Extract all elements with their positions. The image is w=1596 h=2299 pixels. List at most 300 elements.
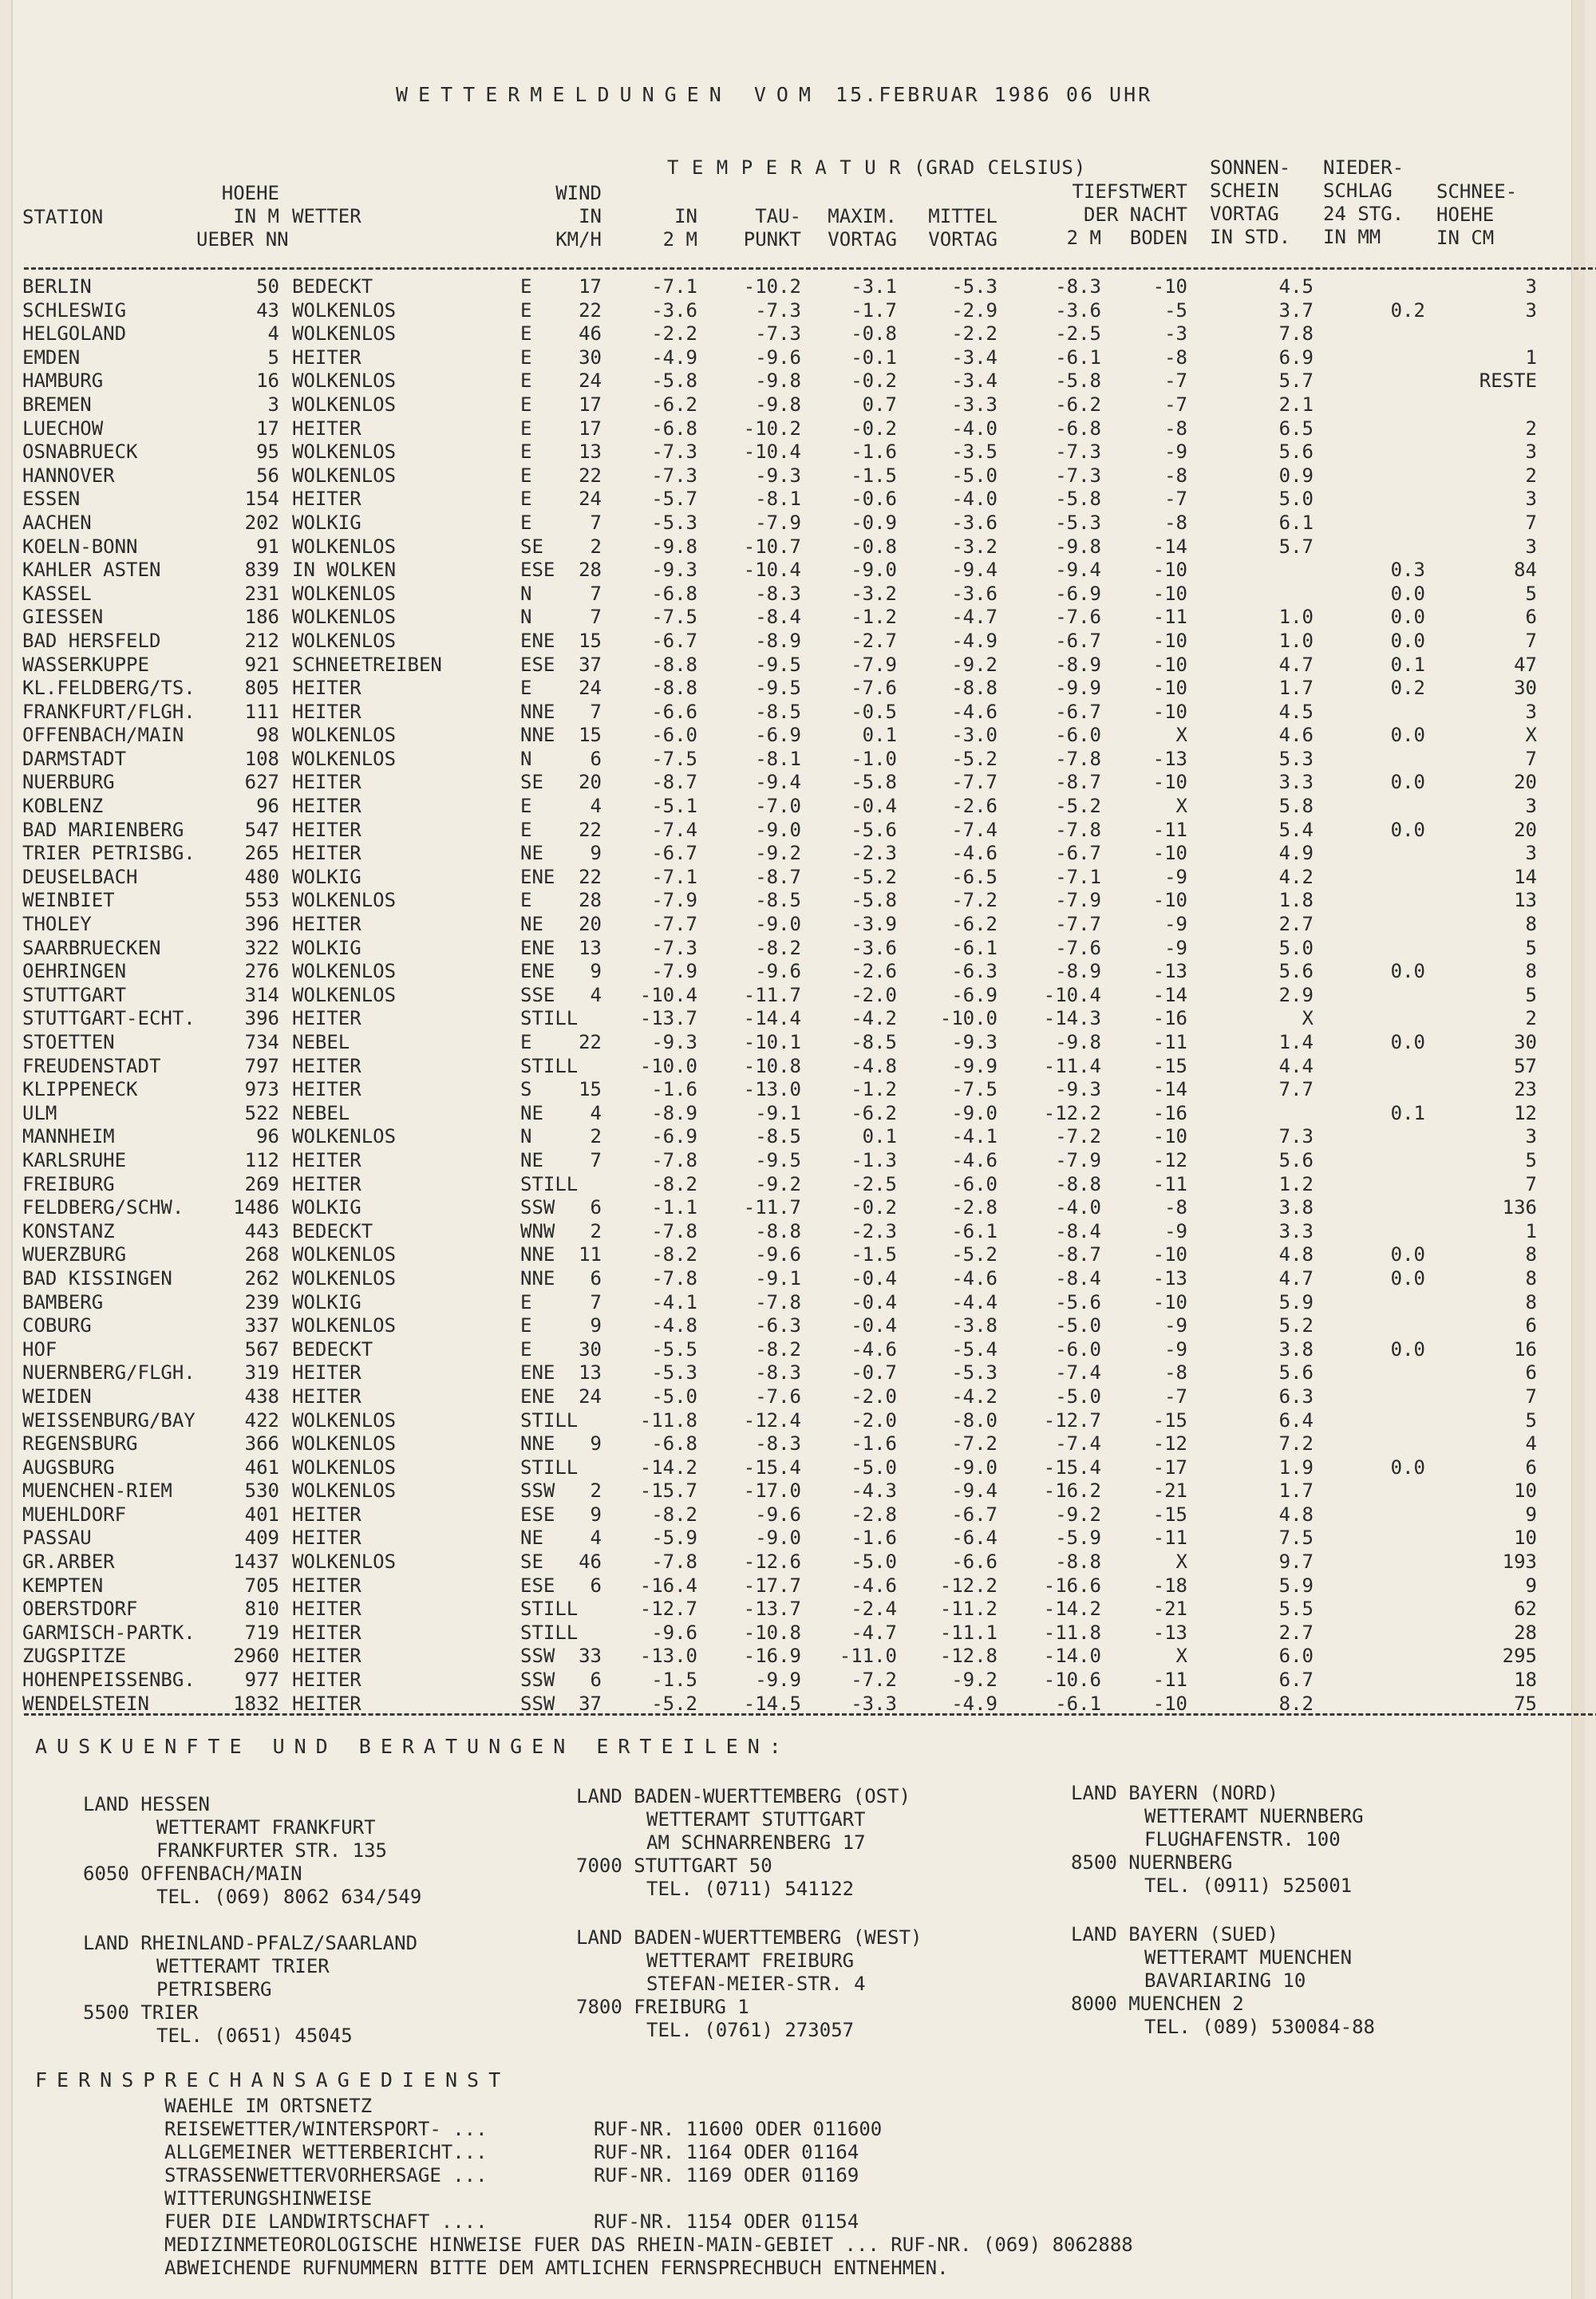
station-name: WENDELSTEIN bbox=[22, 1692, 149, 1715]
bayern-sued-plz: 8000 bbox=[1071, 1993, 1117, 2015]
hoehe: 480 bbox=[244, 865, 279, 888]
taupunkt: -13.7 bbox=[743, 1598, 801, 1621]
schneehoehe: RESTE bbox=[1479, 369, 1537, 393]
tiefst-boden: -9 bbox=[1164, 1337, 1187, 1361]
schneehoehe: 6 bbox=[1525, 606, 1537, 629]
hoehe: 5 bbox=[267, 346, 279, 369]
max-vortag: -1.6 bbox=[851, 1432, 897, 1456]
mittel-vortag: -6.3 bbox=[951, 960, 998, 983]
mittel-vortag: -9.3 bbox=[951, 1031, 998, 1053]
tiefst-boden: -11 bbox=[1152, 818, 1187, 841]
station-name: FRANKFURT/FLGH. bbox=[22, 700, 196, 723]
sonnenschein: 5.8 bbox=[1278, 795, 1314, 818]
wind-speed: 7 bbox=[590, 606, 602, 629]
header-wind bbox=[508, 182, 602, 251]
wind-speed: 46 bbox=[579, 322, 602, 346]
taupunkt: -8.3 bbox=[755, 1361, 801, 1385]
wind-direction: E bbox=[520, 1314, 532, 1337]
tiefst-2m: -6.8 bbox=[1055, 417, 1101, 440]
taupunkt: -10.4 bbox=[743, 440, 801, 464]
header-mittel-1: MITTEL bbox=[928, 205, 998, 227]
medizin-text: MEDIZINMETEOROLOGISCHE HINWEISE FUER DAS RHEIN-MAIN-GEBIET ... RUF-NR. (069) 8062888 bbox=[164, 2234, 1133, 2256]
station-name: OEHRINGEN bbox=[22, 960, 127, 983]
wind-direction: SSW bbox=[520, 1645, 555, 1668]
station-name: DARMSTADT bbox=[22, 747, 127, 770]
station-name: ESSEN bbox=[22, 488, 81, 511]
sonnenschein: 7.3 bbox=[1278, 1125, 1314, 1148]
table-row bbox=[13, 1055, 1596, 1079]
tiefst-boden: -10 bbox=[1152, 700, 1187, 723]
bw-west-street: STEFAN-MEIER-STR. 4 bbox=[646, 1973, 866, 1995]
hessen-street: FRANKFURTER STR. 135 bbox=[156, 1839, 387, 1862]
taupunkt: -9.8 bbox=[755, 369, 801, 393]
wetter: WOLKENLOS bbox=[292, 298, 397, 322]
wind-direction: NNE bbox=[520, 1432, 555, 1456]
wind-direction: N bbox=[520, 582, 532, 605]
temp-2m: -7.3 bbox=[651, 440, 697, 464]
tiefst-boden: -10 bbox=[1152, 1692, 1187, 1715]
wind-speed: 24 bbox=[579, 1385, 602, 1408]
schneehoehe: 1 bbox=[1525, 1219, 1537, 1242]
sonnenschein: 4.4 bbox=[1278, 1054, 1314, 1077]
schneehoehe: 3 bbox=[1525, 795, 1537, 818]
hoehe: 43 bbox=[256, 298, 279, 322]
mittel-vortag: -11.2 bbox=[939, 1598, 998, 1621]
sonnenschein: 5.0 bbox=[1278, 936, 1314, 959]
station-name: BREMEN bbox=[22, 393, 92, 416]
wind-direction: ESE bbox=[520, 1574, 555, 1597]
max-vortag: -1.6 bbox=[851, 440, 897, 464]
wind-speed: 6 bbox=[590, 1669, 602, 1692]
wind-direction: E bbox=[520, 346, 532, 369]
tiefst-2m: -6.1 bbox=[1055, 346, 1101, 369]
tiefst-boden: X bbox=[1175, 724, 1187, 747]
wind-direction: E bbox=[520, 677, 532, 700]
tiefst-2m: -11.8 bbox=[1043, 1621, 1101, 1644]
taupunkt: -9.2 bbox=[755, 842, 801, 865]
max-vortag: -3.9 bbox=[851, 913, 897, 936]
table-row bbox=[13, 701, 1596, 725]
tiefst-2m: -8.9 bbox=[1055, 653, 1101, 676]
schneehoehe: 5 bbox=[1525, 582, 1537, 605]
sonnenschein: 3.7 bbox=[1278, 298, 1314, 322]
tiefst-boden: -9 bbox=[1164, 913, 1187, 936]
wetter: HEITER bbox=[292, 818, 361, 841]
tiefst-boden: -18 bbox=[1152, 1574, 1187, 1597]
tiefst-2m: -9.8 bbox=[1055, 535, 1101, 558]
wind-speed: 11 bbox=[579, 1243, 602, 1266]
niederschlag: 0.0 bbox=[1390, 771, 1425, 794]
sonnenschein: 6.1 bbox=[1278, 511, 1314, 534]
max-vortag: -0.4 bbox=[851, 1266, 897, 1290]
max-vortag: -3.3 bbox=[851, 1692, 897, 1715]
wind-direction: E bbox=[520, 795, 532, 818]
tiefst-2m: -11.4 bbox=[1043, 1054, 1101, 1077]
hoehe: 627 bbox=[244, 771, 279, 794]
sonnenschein: 1.2 bbox=[1278, 1172, 1314, 1195]
sonnenschein: 6.9 bbox=[1278, 346, 1314, 369]
tiefst-2m: -15.4 bbox=[1043, 1456, 1101, 1479]
niederschlag: 0.2 bbox=[1390, 677, 1425, 700]
wetter: WOLKENLOS bbox=[292, 983, 397, 1006]
tiefst-2m: -9.3 bbox=[1055, 1078, 1101, 1101]
wind-direction: WNW bbox=[520, 1219, 555, 1242]
taupunkt: -9.1 bbox=[755, 1266, 801, 1290]
line-number: RUF-NR. 1169 ODER 01169 bbox=[594, 2164, 859, 2186]
wind-speed: 22 bbox=[579, 464, 602, 487]
tiefst-2m: -7.3 bbox=[1055, 440, 1101, 464]
bw-west-plz: 7800 bbox=[576, 1996, 622, 2018]
mittel-vortag: -3.6 bbox=[951, 582, 998, 605]
wetter: HEITER bbox=[292, 795, 361, 818]
taupunkt: -9.6 bbox=[755, 346, 801, 369]
table-row bbox=[13, 346, 1596, 370]
mittel-vortag: -4.6 bbox=[951, 1148, 998, 1171]
schneehoehe: 3 bbox=[1525, 488, 1537, 511]
wind-speed: 24 bbox=[579, 369, 602, 393]
fernsprech-intro-text: WAEHLE IM ORTSNETZ bbox=[164, 2095, 373, 2117]
niederschlag: 0.0 bbox=[1390, 1031, 1425, 1053]
hoehe: 269 bbox=[244, 1172, 279, 1195]
schneehoehe: 136 bbox=[1502, 1196, 1537, 1219]
wind-speed: 7 bbox=[590, 700, 602, 723]
wind-direction: NE bbox=[520, 1148, 543, 1171]
header-nieder-3: 24 STG. bbox=[1323, 203, 1404, 225]
sonnenschein: 0.9 bbox=[1278, 464, 1314, 487]
wind-direction: NE bbox=[520, 842, 543, 865]
temp-2m: -8.8 bbox=[651, 653, 697, 676]
hoehe: 268 bbox=[244, 1243, 279, 1266]
sonnenschein: 1.7 bbox=[1278, 1479, 1314, 1503]
temp-2m: -12.7 bbox=[639, 1598, 697, 1621]
station-name: HAMBURG bbox=[22, 369, 104, 393]
header-hoehe-3: UEBER NN bbox=[196, 228, 289, 251]
wind-direction: ENE bbox=[520, 960, 555, 983]
wind-speed: 9 bbox=[590, 1503, 602, 1526]
tiefst-boden: -9 bbox=[1164, 865, 1187, 888]
table-row bbox=[13, 984, 1596, 1008]
station-name: HOF bbox=[22, 1337, 57, 1361]
max-vortag: -7.9 bbox=[851, 653, 897, 676]
max-vortag: -0.5 bbox=[851, 700, 897, 723]
max-vortag: -0.4 bbox=[851, 1290, 897, 1313]
wind-speed: 28 bbox=[579, 559, 602, 582]
hoehe: 262 bbox=[244, 1266, 279, 1290]
schneehoehe: 5 bbox=[1525, 1148, 1537, 1171]
schneehoehe: 75 bbox=[1514, 1692, 1537, 1715]
wind-direction: SSW bbox=[520, 1669, 555, 1692]
header-sonnen-2: SCHEIN bbox=[1210, 180, 1279, 202]
wind-speed: 2 bbox=[590, 1125, 602, 1148]
table-row bbox=[13, 1432, 1596, 1456]
mittel-vortag: -5.3 bbox=[951, 1361, 998, 1385]
max-vortag: -2.4 bbox=[851, 1598, 897, 1621]
wetter: WOLKENLOS bbox=[292, 440, 397, 464]
mittel-vortag: -5.3 bbox=[951, 275, 998, 298]
table-row bbox=[13, 275, 1596, 299]
max-vortag: -4.2 bbox=[851, 1007, 897, 1030]
wetter: HEITER bbox=[292, 1669, 361, 1692]
wind-speed: 2 bbox=[590, 1219, 602, 1242]
wind-direction: NE bbox=[520, 1101, 543, 1124]
taupunkt: -8.4 bbox=[755, 606, 801, 629]
header-nieder-2: SCHLAG bbox=[1323, 180, 1393, 202]
temp-2m: -7.1 bbox=[651, 865, 697, 888]
wetter: HEITER bbox=[292, 417, 361, 440]
tiefst-2m: -7.1 bbox=[1055, 865, 1101, 888]
sonnenschein: 5.6 bbox=[1278, 1148, 1314, 1171]
max-vortag: -2.3 bbox=[851, 1219, 897, 1242]
tiefst-boden: -21 bbox=[1152, 1598, 1187, 1621]
sonnenschein: 5.7 bbox=[1278, 369, 1314, 393]
temp-2m: -5.3 bbox=[651, 511, 697, 534]
taupunkt: -8.7 bbox=[755, 865, 801, 888]
header-hoehe bbox=[196, 182, 289, 251]
sonnenschein: 6.4 bbox=[1278, 1408, 1314, 1432]
wetter: HEITER bbox=[292, 1692, 361, 1715]
hoehe: 1832 bbox=[233, 1692, 279, 1715]
sonnenschein: 1.4 bbox=[1278, 1031, 1314, 1053]
station-name: FELDBERG/SCHW. bbox=[22, 1196, 184, 1219]
tiefst-boden: -10 bbox=[1152, 275, 1187, 298]
tiefst-boden: -9 bbox=[1164, 1314, 1187, 1337]
sonnenschein: 3.8 bbox=[1278, 1196, 1314, 1219]
taupunkt: -11.7 bbox=[743, 1196, 801, 1219]
hoehe: 91 bbox=[256, 535, 279, 558]
schneehoehe: 12 bbox=[1514, 1101, 1537, 1124]
tiefst-2m: -7.3 bbox=[1055, 464, 1101, 487]
sonnenschein: 5.0 bbox=[1278, 488, 1314, 511]
max-vortag: -0.8 bbox=[851, 322, 897, 346]
niederschlag: 0.1 bbox=[1390, 1101, 1425, 1124]
mittel-vortag: -10.0 bbox=[939, 1007, 998, 1030]
hoehe: 314 bbox=[244, 983, 279, 1006]
mittel-vortag: -9.0 bbox=[951, 1456, 998, 1479]
sonnenschein: X bbox=[1302, 1007, 1314, 1030]
wind-speed: 7 bbox=[590, 511, 602, 534]
mittel-vortag: -4.0 bbox=[951, 417, 998, 440]
table-row bbox=[13, 1267, 1596, 1291]
wetter: WOLKENLOS bbox=[292, 582, 397, 605]
max-vortag: -6.2 bbox=[851, 1101, 897, 1124]
niederschlag: 0.0 bbox=[1390, 1266, 1425, 1290]
temp-2m: -5.3 bbox=[651, 1361, 697, 1385]
wind-direction: E bbox=[520, 298, 532, 322]
mittel-vortag: -8.0 bbox=[951, 1408, 998, 1432]
wetter: WOLKENLOS bbox=[292, 1432, 397, 1456]
wetter: NEBEL bbox=[292, 1031, 350, 1053]
wind-direction: SSE bbox=[520, 983, 555, 1006]
sonnenschein: 5.6 bbox=[1278, 960, 1314, 983]
station-name: KONSTANZ bbox=[22, 1219, 115, 1242]
tiefst-2m: -7.8 bbox=[1055, 818, 1101, 841]
max-vortag: -5.0 bbox=[851, 1456, 897, 1479]
hoehe: 319 bbox=[244, 1361, 279, 1385]
wetter: WOLKENLOS bbox=[292, 464, 397, 487]
mittel-vortag: -6.0 bbox=[951, 1172, 998, 1195]
wetter: WOLKIG bbox=[292, 865, 361, 888]
sonnenschein: 6.7 bbox=[1278, 1669, 1314, 1692]
table-row bbox=[13, 369, 1596, 393]
tiefst-boden: -10 bbox=[1152, 559, 1187, 582]
line-number: RUF-NR. 11600 ODER 011600 bbox=[594, 2118, 883, 2140]
tiefst-2m: -8.7 bbox=[1055, 771, 1101, 794]
tiefst-2m: -12.7 bbox=[1043, 1408, 1101, 1432]
tiefst-boden: -13 bbox=[1152, 960, 1187, 983]
wind-speed: 17 bbox=[579, 417, 602, 440]
wind-direction: ENE bbox=[520, 629, 555, 652]
mittel-vortag: -6.1 bbox=[951, 1219, 998, 1242]
tiefst-2m: -6.7 bbox=[1055, 700, 1101, 723]
max-vortag: -1.7 bbox=[851, 298, 897, 322]
fernsprech-title: FERNSPRECHANSAGEDIENST bbox=[35, 2068, 511, 2092]
mittel-vortag: -9.9 bbox=[951, 1054, 998, 1077]
hoehe: 112 bbox=[244, 1148, 279, 1171]
taupunkt: -9.3 bbox=[755, 464, 801, 487]
taupunkt: -15.4 bbox=[743, 1456, 801, 1479]
mittel-vortag: -2.2 bbox=[951, 322, 998, 346]
station-name: TRIER PETRISBG. bbox=[22, 842, 196, 865]
tiefst-2m: -6.7 bbox=[1055, 842, 1101, 865]
schneehoehe: 62 bbox=[1514, 1598, 1537, 1621]
max-vortag: -3.1 bbox=[851, 275, 897, 298]
wetter: HEITER bbox=[292, 842, 361, 865]
schneehoehe: 30 bbox=[1514, 1031, 1537, 1053]
station-name: AUGSBURG bbox=[22, 1456, 115, 1479]
station-name: KARLSRUHE bbox=[22, 1148, 127, 1171]
tiefst-2m: -16.6 bbox=[1043, 1574, 1101, 1597]
max-vortag: -0.4 bbox=[851, 795, 897, 818]
taupunkt: -9.6 bbox=[755, 960, 801, 983]
hoehe: 734 bbox=[244, 1031, 279, 1053]
table-row bbox=[13, 488, 1596, 512]
station-name: BAD KISSINGEN bbox=[22, 1266, 172, 1290]
table-row bbox=[13, 1196, 1596, 1220]
taupunkt: -8.1 bbox=[755, 488, 801, 511]
temp-2m: -7.8 bbox=[651, 1219, 697, 1242]
max-vortag: -0.2 bbox=[851, 369, 897, 393]
tiefst-boden: -10 bbox=[1152, 771, 1187, 794]
wind-direction: E bbox=[520, 1337, 532, 1361]
temp-2m: -7.8 bbox=[651, 1550, 697, 1574]
hoehe: 337 bbox=[244, 1314, 279, 1337]
tiefst-2m: -14.2 bbox=[1043, 1598, 1101, 1621]
temp-2m: -7.9 bbox=[651, 889, 697, 912]
table-row bbox=[13, 1598, 1596, 1622]
max-vortag: -5.8 bbox=[851, 889, 897, 912]
max-vortag: -5.8 bbox=[851, 771, 897, 794]
tiefst-boden: -11 bbox=[1152, 606, 1187, 629]
wind-speed: 22 bbox=[579, 298, 602, 322]
tiefst-boden: -10 bbox=[1152, 842, 1187, 865]
table-row bbox=[13, 1314, 1596, 1338]
header-station: STATION bbox=[22, 206, 104, 228]
schneehoehe: 10 bbox=[1514, 1479, 1537, 1503]
tiefst-2m: -6.1 bbox=[1055, 1692, 1101, 1715]
tiefst-boden: -8 bbox=[1164, 464, 1187, 487]
taupunkt: -10.2 bbox=[743, 275, 801, 298]
wetter: HEITER bbox=[292, 1503, 361, 1526]
header-tiefstwert-2: DER NACHT bbox=[1083, 203, 1187, 226]
temp-2m: -6.9 bbox=[651, 1125, 697, 1148]
bayern-nord-city: NUERNBERG bbox=[1128, 1851, 1233, 1874]
hoehe: 530 bbox=[244, 1479, 279, 1503]
hoehe: 805 bbox=[244, 677, 279, 700]
wetter: BEDECKT bbox=[292, 275, 373, 298]
hoehe: 322 bbox=[244, 936, 279, 959]
mittel-vortag: -9.2 bbox=[951, 653, 998, 676]
temp-2m: -6.0 bbox=[651, 724, 697, 747]
hoehe: 401 bbox=[244, 1503, 279, 1526]
wetter: WOLKENLOS bbox=[292, 1243, 397, 1266]
temp-2m: -8.8 bbox=[651, 677, 697, 700]
wetter: HEITER bbox=[292, 1148, 361, 1171]
wind-direction: ESE bbox=[520, 653, 555, 676]
tiefst-2m: -8.4 bbox=[1055, 1219, 1101, 1242]
max-vortag: -9.0 bbox=[851, 559, 897, 582]
wind-direction: E bbox=[520, 511, 532, 534]
tiefst-2m: -5.0 bbox=[1055, 1385, 1101, 1408]
tiefst-boden: -9 bbox=[1164, 440, 1187, 464]
mittel-vortag: -3.6 bbox=[951, 511, 998, 534]
tiefst-2m: -4.0 bbox=[1055, 1196, 1101, 1219]
temp-2m: -7.3 bbox=[651, 936, 697, 959]
rlp-street: PETRISBERG bbox=[156, 1978, 272, 2001]
address-rlp bbox=[83, 1932, 417, 2048]
header-schnee-2: HOEHE bbox=[1436, 203, 1495, 226]
header-schnee bbox=[1436, 180, 1517, 250]
taupunkt: -16.9 bbox=[743, 1645, 801, 1668]
address-hessen bbox=[83, 1793, 421, 1909]
tiefst-2m: -6.2 bbox=[1055, 393, 1101, 416]
niederschlag: 0.0 bbox=[1390, 818, 1425, 841]
hoehe: 276 bbox=[244, 960, 279, 983]
tiefst-2m: -2.5 bbox=[1055, 322, 1101, 346]
taupunkt: -7.3 bbox=[755, 322, 801, 346]
line-label: REISEWETTER/WINTERSPORT- ... bbox=[164, 2118, 488, 2140]
mittel-vortag: -3.4 bbox=[951, 369, 998, 393]
wind-direction: SE bbox=[520, 1550, 543, 1574]
bw-ost-land: LAND BADEN-WUERTTEMBERG (OST) bbox=[576, 1785, 911, 1807]
mittel-vortag: -3.0 bbox=[951, 724, 998, 747]
wind-direction: NNE bbox=[520, 1266, 555, 1290]
tiefst-2m: -6.0 bbox=[1055, 724, 1101, 747]
temp-2m: -4.8 bbox=[651, 1314, 697, 1337]
schneehoehe: 8 bbox=[1525, 960, 1537, 983]
taupunkt: -7.9 bbox=[755, 511, 801, 534]
station-name: THOLEY bbox=[22, 913, 92, 936]
taupunkt: -8.1 bbox=[755, 747, 801, 770]
header-in2m-1: IN bbox=[674, 205, 697, 227]
table-row bbox=[13, 1550, 1596, 1574]
max-vortag: -1.3 bbox=[851, 1148, 897, 1171]
wind-direction: E bbox=[520, 1031, 532, 1053]
taupunkt: -10.1 bbox=[743, 1031, 801, 1053]
mittel-vortag: -7.2 bbox=[951, 1432, 998, 1456]
max-vortag: -1.6 bbox=[851, 1527, 897, 1550]
max-vortag: -2.5 bbox=[851, 1172, 897, 1195]
sonnenschein: 5.9 bbox=[1278, 1574, 1314, 1597]
wetter: WOLKIG bbox=[292, 1290, 361, 1313]
station-name: NUERNBERG/FLGH. bbox=[22, 1361, 196, 1385]
schneehoehe: 57 bbox=[1514, 1054, 1537, 1077]
wind-direction: E bbox=[520, 275, 532, 298]
table-row bbox=[13, 440, 1596, 464]
station-name: MANNHEIM bbox=[22, 1125, 115, 1148]
bw-ost-tel: TEL. (0711) 541122 bbox=[646, 1878, 855, 1900]
sonnenschein: 7.2 bbox=[1278, 1432, 1314, 1456]
tiefst-2m: -7.4 bbox=[1055, 1432, 1101, 1456]
